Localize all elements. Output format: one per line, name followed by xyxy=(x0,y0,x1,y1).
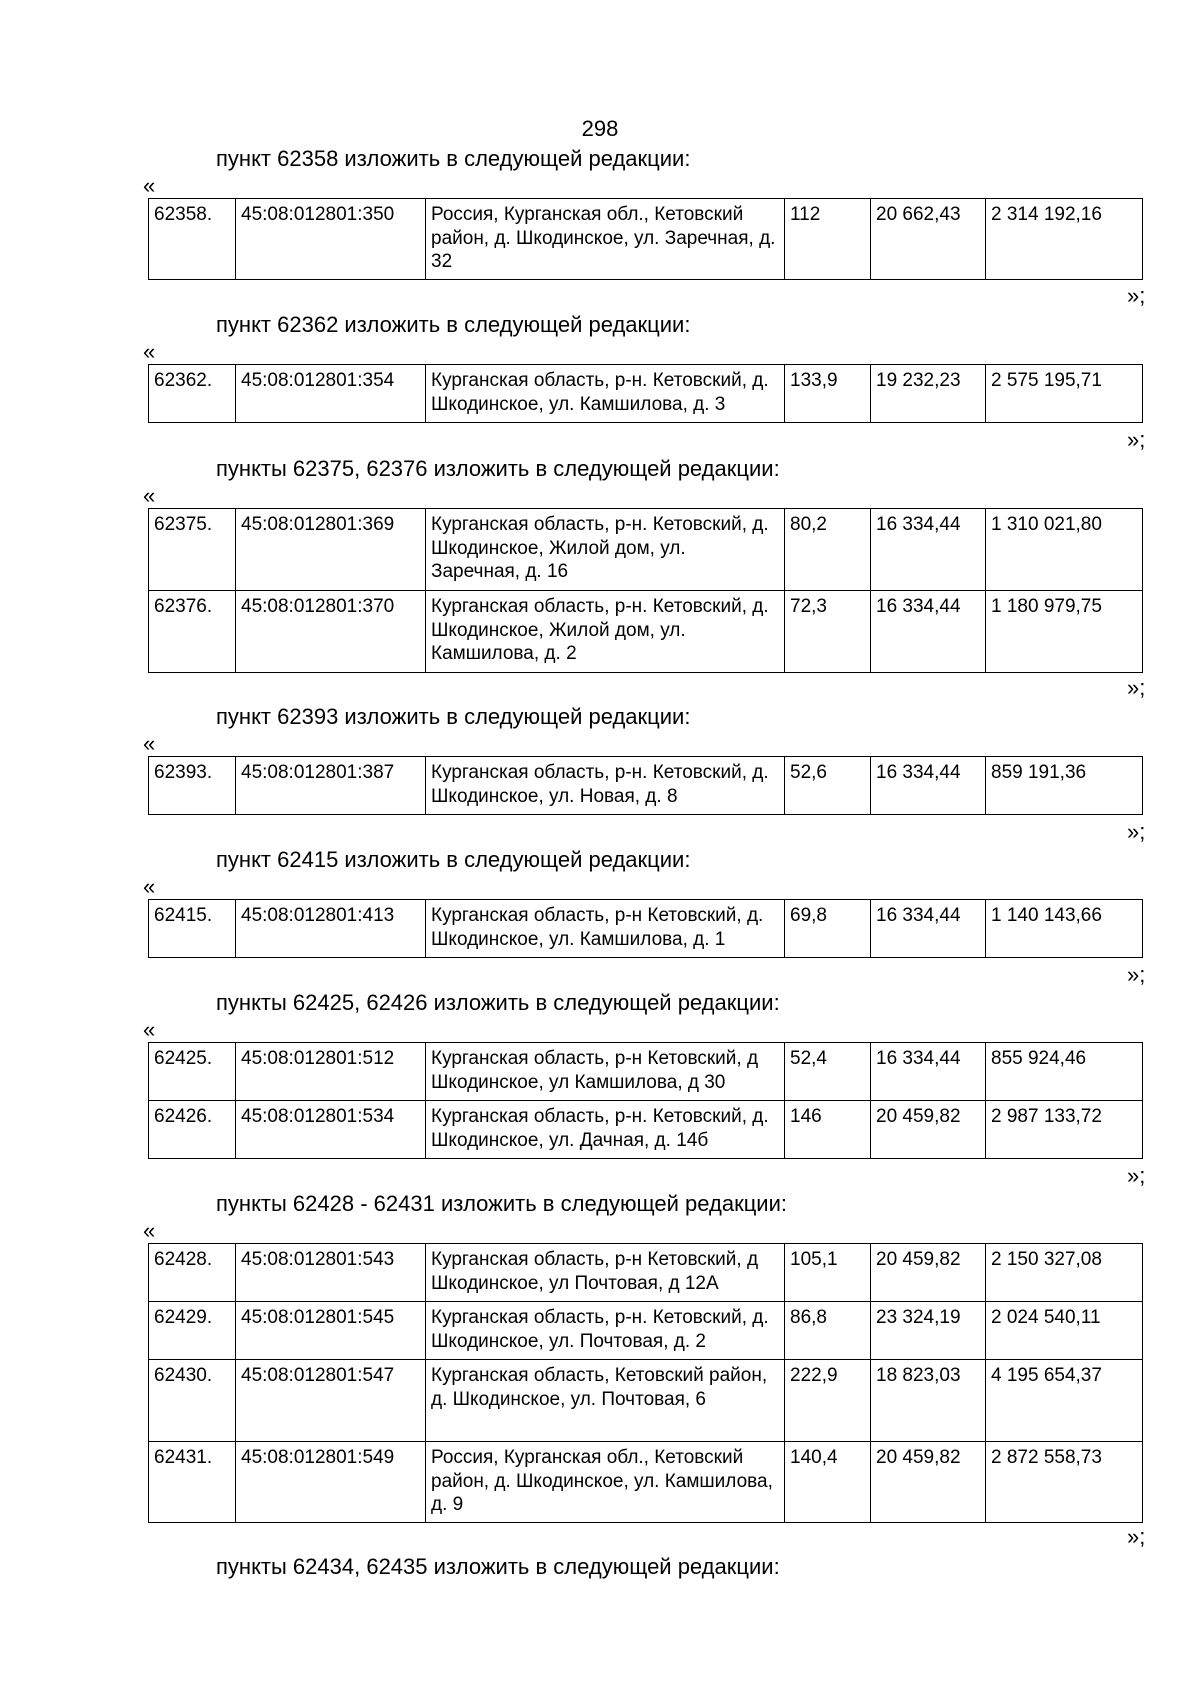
entries-table xyxy=(148,756,1143,815)
section-intro: пункты 62425, 62426 изложить в следующей редакции: xyxy=(216,990,780,1015)
section-intro: пункты 62375, 62376 изложить в следующей редакции: xyxy=(216,456,780,481)
cadastral-number: 45:08:012801:370 xyxy=(236,591,426,673)
cadastral-value: 2 575 195,71 xyxy=(986,365,1143,423)
table-row xyxy=(149,900,1143,958)
cadastral-value: 859 191,36 xyxy=(986,757,1143,815)
address: Курганская область, р-н. Кетовский, д. Шкодинское, Жилой дом, ул. Заречная, д. 16 xyxy=(426,509,785,591)
address: Курганская область, р-н Кетовский, д Шкодинское, ул Камшилова, д 30 xyxy=(426,1043,785,1101)
open-quote: « xyxy=(143,1218,156,1243)
row-number: 62415. xyxy=(149,900,236,958)
row-number: 62376. xyxy=(149,591,236,673)
cadastral-number: 45:08:012801:545 xyxy=(236,1302,426,1360)
entries-table xyxy=(148,364,1143,423)
section-intro: пункт 62415 изложить в следующей редакции: xyxy=(216,847,691,872)
address: Курганская область, р-н. Кетовский, д. Шкодинское, Жилой дом, ул. Камшилова, д. 2 xyxy=(426,591,785,673)
row-number: 62426. xyxy=(149,1101,236,1159)
area: 112 xyxy=(785,199,871,280)
cadastral-value: 2 150 327,08 xyxy=(986,1244,1143,1302)
section-intro: пункт 62393 изложить в следующей редакции: xyxy=(216,704,691,729)
close-quote: »; xyxy=(1127,819,1146,844)
row-number: 62425. xyxy=(149,1043,236,1101)
entries-table xyxy=(148,899,1143,958)
address: Курганская область, Кетовский район, д. Шкодинское, ул. Почтовая, 6 xyxy=(426,1360,785,1442)
entries-table xyxy=(148,1042,1143,1159)
address: Курганская область, р-н. Кетовский, д. Шкодинское, ул. Новая, д. 8 xyxy=(426,757,785,815)
address: Россия, Курганская обл., Кетовский район, д. Шкодинское, ул. Камшилова, д. 9 xyxy=(426,1442,785,1523)
address: Курганская область, р-н Кетовский, д Шкодинское, ул Почтовая, д 12А xyxy=(426,1244,785,1302)
area: 86,8 xyxy=(785,1302,871,1360)
row-number: 62430. xyxy=(149,1360,236,1442)
area: 133,9 xyxy=(785,365,871,423)
rate: 16 334,44 xyxy=(871,757,986,815)
table-row xyxy=(149,1302,1143,1360)
close-quote: »; xyxy=(1127,427,1146,452)
cadastral-value: 1 180 979,75 xyxy=(986,591,1143,673)
rate: 20 459,82 xyxy=(871,1442,986,1523)
area: 69,8 xyxy=(785,900,871,958)
row-number: 62428. xyxy=(149,1244,236,1302)
cadastral-number: 45:08:012801:354 xyxy=(236,365,426,423)
section-intro: пункт 62358 изложить в следующей редакции: xyxy=(216,146,691,171)
area: 222,9 xyxy=(785,1360,871,1442)
table-row xyxy=(149,1043,1143,1101)
table-row xyxy=(149,199,1143,280)
cadastral-number: 45:08:012801:549 xyxy=(236,1442,426,1523)
area: 146 xyxy=(785,1101,871,1159)
table-row xyxy=(149,1442,1143,1523)
section-intro: пункт 62362 изложить в следующей редакции: xyxy=(216,312,691,337)
cadastral-number: 45:08:012801:369 xyxy=(236,509,426,591)
cadastral-value: 1 140 143,66 xyxy=(986,900,1143,958)
open-quote: « xyxy=(143,874,156,899)
close-quote: »; xyxy=(1127,1163,1146,1188)
cadastral-value: 2 314 192,16 xyxy=(986,199,1143,280)
close-quote: »; xyxy=(1127,962,1146,987)
section-intro: пункты 62434, 62435 изложить в следующей редакции: xyxy=(216,1554,780,1579)
rate: 20 459,82 xyxy=(871,1101,986,1159)
area: 52,6 xyxy=(785,757,871,815)
row-number: 62375. xyxy=(149,509,236,591)
rate: 20 459,82 xyxy=(871,1244,986,1302)
table-row xyxy=(149,1360,1143,1442)
row-number: 62431. xyxy=(149,1442,236,1523)
area: 80,2 xyxy=(785,509,871,591)
address: Россия, Курганская обл., Кетовский район, д. Шкодинское, ул. Заречная, д. 32 xyxy=(426,199,785,280)
cadastral-value: 4 195 654,37 xyxy=(986,1360,1143,1442)
close-quote: »; xyxy=(1127,283,1146,308)
rate: 19 232,23 xyxy=(871,365,986,423)
row-number: 62358. xyxy=(149,199,236,280)
row-number: 62429. xyxy=(149,1302,236,1360)
address: Курганская область, р-н Кетовский, д. Шкодинское, ул. Камшилова, д. 1 xyxy=(426,900,785,958)
row-number: 62393. xyxy=(149,757,236,815)
close-quote: »; xyxy=(1127,675,1146,700)
area: 105,1 xyxy=(785,1244,871,1302)
address: Курганская область, р-н. Кетовский, д. Шкодинское, ул. Почтовая, д. 2 xyxy=(426,1302,785,1360)
entries-table xyxy=(148,198,1143,280)
open-quote: « xyxy=(143,483,156,508)
cadastral-value: 1 310 021,80 xyxy=(986,509,1143,591)
rate: 16 334,44 xyxy=(871,900,986,958)
rate: 16 334,44 xyxy=(871,509,986,591)
section-intro: пункты 62428 - 62431 изложить в следующей редакции: xyxy=(216,1191,788,1216)
entries-table xyxy=(148,1243,1143,1523)
open-quote: « xyxy=(143,1017,156,1042)
entries-table xyxy=(148,508,1143,673)
table-row xyxy=(149,591,1143,673)
table-row xyxy=(149,1101,1143,1159)
address: Курганская область, р-н. Кетовский, д. Шкодинское, ул. Дачная, д. 14б xyxy=(426,1101,785,1159)
cadastral-number: 45:08:012801:534 xyxy=(236,1101,426,1159)
address: Курганская область, р-н. Кетовский, д. Шкодинское, ул. Камшилова, д. 3 xyxy=(426,365,785,423)
cadastral-number: 45:08:012801:413 xyxy=(236,900,426,958)
cadastral-value: 2 872 558,73 xyxy=(986,1442,1143,1523)
area: 72,3 xyxy=(785,591,871,673)
page-number: 298 xyxy=(581,116,619,141)
table-row xyxy=(149,1244,1143,1302)
area: 140,4 xyxy=(785,1442,871,1523)
cadastral-value: 2 987 133,72 xyxy=(986,1101,1143,1159)
area: 52,4 xyxy=(785,1043,871,1101)
cadastral-number: 45:08:012801:547 xyxy=(236,1360,426,1442)
table-row xyxy=(149,509,1143,591)
table-row xyxy=(149,757,1143,815)
row-number: 62362. xyxy=(149,365,236,423)
open-quote: « xyxy=(143,731,156,756)
rate: 16 334,44 xyxy=(871,1043,986,1101)
table-row xyxy=(149,365,1143,423)
rate: 20 662,43 xyxy=(871,199,986,280)
cadastral-value: 2 024 540,11 xyxy=(986,1302,1143,1360)
rate: 18 823,03 xyxy=(871,1360,986,1442)
cadastral-value: 855 924,46 xyxy=(986,1043,1143,1101)
open-quote: « xyxy=(143,339,156,364)
cadastral-number: 45:08:012801:387 xyxy=(236,757,426,815)
rate: 23 324,19 xyxy=(871,1302,986,1360)
open-quote: « xyxy=(143,173,156,198)
cadastral-number: 45:08:012801:512 xyxy=(236,1043,426,1101)
cadastral-number: 45:08:012801:543 xyxy=(236,1244,426,1302)
close-quote: »; xyxy=(1127,1524,1146,1549)
rate: 16 334,44 xyxy=(871,591,986,673)
cadastral-number: 45:08:012801:350 xyxy=(236,199,426,280)
